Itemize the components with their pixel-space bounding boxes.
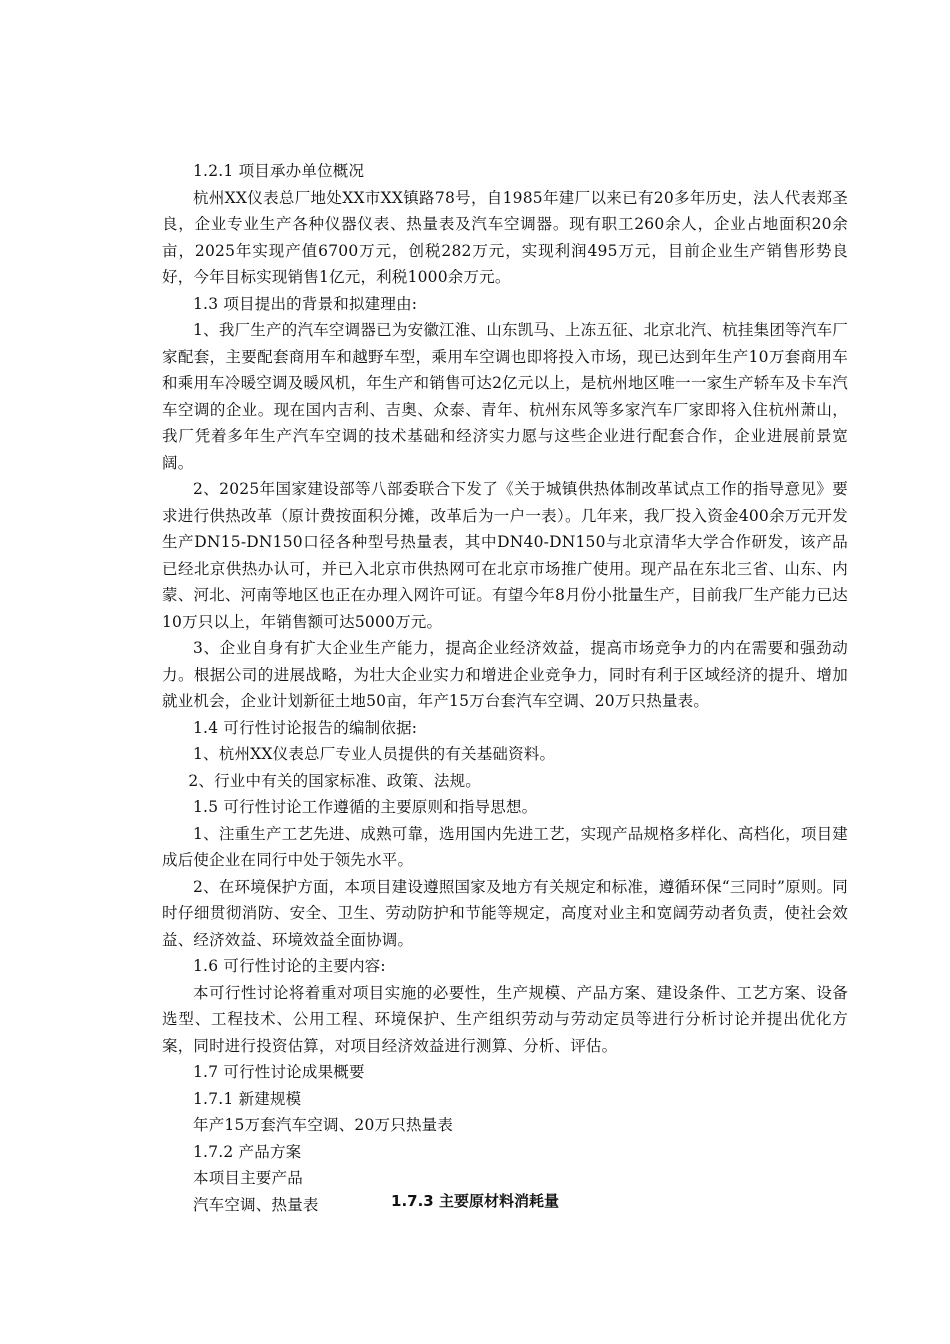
paragraph-background-1: 1、我厂生产的汽车空调器已为安徽江淮、山东凯马、上冻五征、北京北汽、杭挂集团等汽车厂家配套，主要配套商用车和越野车型，乘用车空调也即将投入市场，现已达到年生产10万套商用车和乘用车冷暖空调及暖风机，年生产和销售可达2亿元以上，是杭州地区唯一一家生产轿车及卡车汽车空调的企业。现在国内吉利、吉奥、众泰、青年、杭州东风等多家汽车厂家即将入住杭州萧山，我厂凭着多年生产汽车空调的技术基础和经济实力愿与这些企业进行配套合作，企业进展前景宽阔。 [162, 321, 848, 472]
paragraph-company-overview: 杭州XX仪表总厂地处XX市XX镇路78号，自1985年建厂以来已有20多年历史，法人代表郑圣良，企业专业生产各种仪器仪表、热量表及汽车空调器。现有职工260余人，企业占地面积20余亩，2025年实现产值6700万元，创税282万元，实现利润495万元，目前企业生产销售形势良好，今年目标实现销售1亿元，利税1000余万元。 [162, 188, 848, 286]
paragraph-basis-1: 1、杭州XX仪表总厂专业人员提供的有关基础资料。 [193, 745, 556, 763]
paragraph-main-products-label: 本项目主要产品 [193, 1169, 303, 1187]
heading-1-7-2: 1.7.2 产品方案 [193, 1142, 302, 1161]
paragraph-background-2: 2、2025年国家建设部等八部委联合下发了《关于城镇供热体制改革试点工作的指导意见》要求进行供热改革（原计费按面积分摊，改革后为一户一表）。几年来，我厂投入资金400余万元开发生产DN15-DN150口径各种型号热量表，其中DN40-DN150与北京清华大学合作研发，该产品已经北京供热办认可，并已入北京市供热网可在北京市场推广使用。现产品在东北三省、山东、内蒙、河北、河南等地区也正在办理入网许可证。有望今年8月份小批量生产，目前我厂生产能力已达10万只以上，年销售额可达5000万元。 [162, 480, 848, 631]
heading-1-2-1: 1.2.1 项目承办单位概况 [193, 162, 365, 180]
paragraph-principle-1: 1、注重生产工艺先进、成熟可靠，选用国内先进工艺，实现产品规格多样化、高档化，项目建成后使企业在同行中处于领先水平。 [162, 824, 848, 869]
paragraph-basis-2: 2、行业中有关的国家标准、政策、法规。 [188, 771, 482, 790]
heading-1-4: 1.4 可行性讨论报告的编制依据: [193, 718, 418, 737]
section-heading-1-7-3: 1.7.3 主要原材料消耗量 [391, 1192, 559, 1210]
paragraph-background-3: 3、企业自身有扩大企业生产能力，提高企业经济效益，提高市场竞争力的内在需要和强劲动力。根据公司的进展战略，为壮大企业实力和增进企业竞争力，同时有利于区域经济的提升、增加就业机会，企业计划新征土地50亩，年产15万台套汽车空调、20万只热量表。 [162, 639, 848, 710]
heading-1-5: 1.5 可行性讨论工作遵循的主要原则和指导思想。 [193, 798, 538, 816]
document-body [162, 158, 848, 1218]
heading-1-7-1: 1.7.1 新建规模 [193, 1089, 302, 1108]
paragraph-main-products: 汽车空调、热量表 [193, 1195, 319, 1214]
paragraph-main-content: 本可行性讨论将着重对项目实施的必要性，生产规模、产品方案、建设条件、工艺方案、设备选型、工程技术、公用工程、环境保护、生产组织劳动与劳动定员等进行分析讨论并提出优化方案，同时进行投资估算，对项目经济效益进行测算、分析、评估。 [162, 983, 848, 1055]
heading-1-6: 1.6 可行性讨论的主要内容: [193, 957, 386, 975]
heading-1-3: 1.3 项目提出的背景和拟建理由: [193, 294, 418, 313]
paragraph-principle-2: 2、在环境保护方面，本项目建设遵照国家及地方有关规定和标准，遵循环保“三同时”原则。同时仔细贯彻消防、安全、卫生、劳动防护和节能等规定，高度对业主和宽阔劳动者负责，使社会效益、经济效益、环境效益全面协调。 [162, 877, 848, 949]
heading-1-7: 1.7 可行性讨论成果概要 [193, 1063, 365, 1081]
paragraph-scale: 年产15万套汽车空调、20万只热量表 [193, 1116, 454, 1134]
